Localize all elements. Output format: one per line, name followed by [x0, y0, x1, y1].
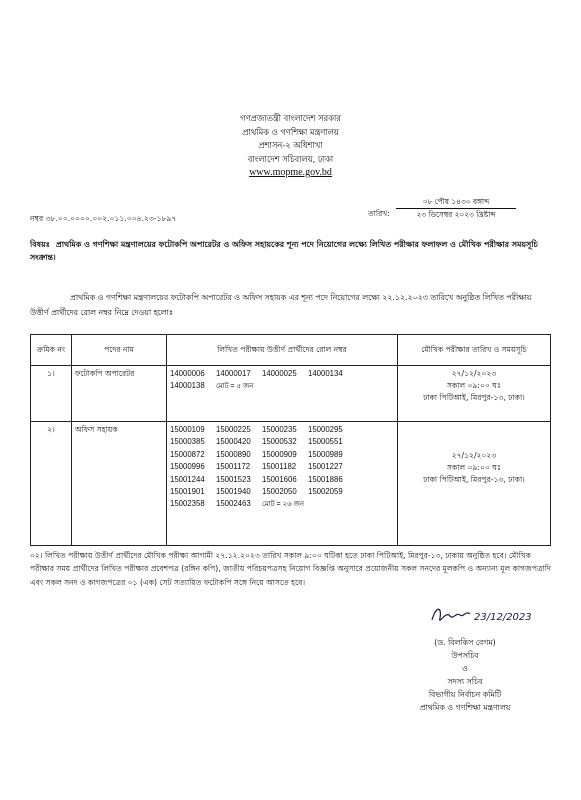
ministry-footer: প্রাথমিক ও গণশিক্ষা মন্ত্রণালয়	[419, 703, 511, 712]
header-post: পদের নাম	[72, 335, 167, 366]
ministry-name: প্রাথমিক ও গণশিক্ষা মন্ত্রণালয়	[242, 126, 339, 137]
roll-number: 15000551	[308, 437, 343, 447]
roll-number: 14000138	[170, 381, 205, 391]
table-row	[31, 366, 551, 422]
schedule-place: ঢাকা পিটিআই, মিরপুর-১৩, ঢাকা।	[423, 474, 525, 484]
table-row	[31, 422, 551, 546]
roll-number: 15000225	[216, 425, 251, 434]
header-rolls: লিখিত পরীক্ষায় উত্তীর্ণ প্রার্থীদের রোল নম্বর	[167, 335, 398, 366]
roll-number: 15000420	[216, 437, 251, 447]
govt-name: গণপ্রজাতন্ত্রী বাংলাদেশ সরকার	[240, 113, 341, 123]
roll-total: মোট = ২৬ জন	[262, 501, 305, 509]
roll-number: 15001523	[216, 474, 251, 484]
roll-number: 15001172	[216, 462, 251, 472]
signatory-block	[350, 636, 580, 714]
roll-number: 15000989	[308, 449, 343, 459]
roll-number: 15001886	[308, 474, 343, 484]
memo-number: নম্বর ৩৮.০০.০০০০.০০২.০১১.০০৪.২৩-১৮৯৭	[30, 214, 177, 223]
table-header-row	[31, 335, 551, 366]
signatory-conjunction: ও	[462, 664, 468, 673]
header-schedule: মৌখিক পরীক্ষার তারিখ ও সময়সূচি	[398, 335, 551, 366]
roll-number: 15000890	[216, 449, 251, 459]
schedule-date: ২৭/১২/২০২৩	[451, 369, 497, 378]
roll-number: 15002358	[170, 499, 205, 509]
roll-number: 15000235	[262, 425, 297, 434]
roll-list	[167, 422, 398, 546]
roll-number: 15001606	[262, 474, 297, 484]
subject-line	[30, 238, 550, 264]
roll-number: 15001244	[170, 474, 205, 484]
roll-number: 15001901	[170, 487, 205, 497]
header-serial: ক্রমিক নং	[31, 335, 72, 366]
row-post: ফটোকপি অপারেটর	[72, 366, 167, 422]
row-schedule	[398, 366, 551, 422]
roll-number: 15002463	[216, 499, 251, 509]
row-schedule	[398, 422, 551, 546]
results-table	[30, 334, 551, 546]
division-name: প্রশাসন-২ অধিশাখা	[258, 140, 323, 150]
schedule-time: সকাল ০৯:০০ ঘঃ	[446, 380, 502, 390]
roll-number: 15000996	[170, 462, 205, 472]
roll-number: 15000385	[170, 437, 205, 447]
roll-number: 14000017	[216, 369, 251, 378]
roll-number: 15000872	[170, 449, 205, 459]
date-gregorian: ২৩ ডিসেম্বর ২০২৩ খ্রিষ্টাব্দ	[396, 208, 516, 221]
roll-number: 14000006	[170, 369, 205, 378]
roll-number: 15000295	[308, 425, 343, 434]
roll-total: মোট = ৫ জন	[216, 383, 254, 391]
committee-name: বিভাগীয় নির্বাচন কমিটি	[428, 690, 502, 699]
date-label: তারিখ:	[368, 209, 390, 218]
roll-number: 15002059	[308, 487, 343, 497]
roll-number: 15001182	[262, 462, 297, 472]
date-block	[396, 196, 516, 221]
date-bangla: ০৮ পৌষ ১৪৩০ বঙ্গাব্দ	[422, 197, 490, 206]
roll-number: 15001940	[216, 487, 251, 497]
row-post: অফিস সহায়ক	[72, 422, 167, 546]
subject-label: বিষয়ঃ	[30, 240, 50, 249]
schedule-date: ২৭/১২/২০২৩	[451, 451, 497, 460]
row-serial: ১।	[31, 366, 72, 422]
schedule-place: ঢাকা পিটিআই, মিরপুর-১৩, ঢাকা।	[423, 392, 525, 402]
subject-text: প্রাথমিক ও গণশিক্ষা মন্ত্রণালয়ের ফটোকপি অপারেটর ও অফিস সহায়কের শূন্য পদে নিয়োগের লক্ষ্যে লিখিত পরীক্ষার ফলাফল ও মৌখিক পরীক্ষার সময়সূচি সংক্রান্ত।	[30, 240, 538, 262]
roll-number: 14000134	[308, 369, 343, 378]
roll-number: 15000109	[170, 425, 205, 434]
office-address: বাংলাদেশ সচিবালয়, ঢাকা	[247, 153, 334, 164]
roll-number: 15000532	[262, 437, 297, 447]
signature-date: 23/12/2023	[474, 612, 532, 623]
roll-number: 15001227	[308, 462, 343, 472]
website-link[interactable]: www.mopme.gov.bd	[249, 167, 332, 178]
roll-number: 15000909	[262, 449, 297, 459]
schedule-time: সকাল ০৯:০০ ঘঃ	[446, 462, 502, 472]
intro-paragraph: প্রাথমিক ও গণশিক্ষা মন্ত্রণালয়ের ফটোকপি অপারেটর ও অফিস সহায়ক এর শূন্য পদে নিয়োগের লক্ষ্যে ২২.১২.২০২৩ তারিখে অনুষ্ঠিত লিখিত পরীক্ষায় উত্তীর্ণ প্রার্থীদের রোল নম্বর নিম্নে দেওয়া হলোঃ	[30, 293, 532, 317]
signatory-title: উপসচিব	[451, 651, 479, 660]
signatory-name: (ড. বিলকিস বেগম)	[434, 638, 496, 647]
row-serial: ২।	[31, 422, 72, 546]
handwritten-signature	[428, 600, 548, 630]
signatory-role: সদস্য সচিব	[447, 677, 483, 686]
roll-number: 15002050	[262, 487, 297, 497]
roll-number: 14000025	[262, 369, 297, 378]
roll-list	[167, 366, 398, 422]
instructions-paragraph: ০২। লিখিত পরীক্ষায় উত্তীর্ণ প্রার্থীদের মৌখিক পরীক্ষা আগামী ২৭.১২.২০২৩ তারিখ সকাল ৯:০০ ঘটিকা হতে ঢাকা পিটিআই, মিরপুর-১৩, ঢাকায় অনুষ্ঠিত হবে। মৌখিক পরীক্ষার সময় প্রার্থীদের লিখিত পরীক্ষার প্রবেশপত্র (রঙ্গিন কপি), জাতীয় পরিচয়পত্রসহ নিয়োগ বিজ্ঞপ্তি অনুসারে প্রয়োজনীয় সকল সনদের মূলকপি ও অন্যান্য মূল কাগজপত্রাদি এবং সকল সনদ ও কাগজপত্রের ০১ (এক) সেট সত্যায়িত ফটোকপি সঙ্গে নিয়ে আসতে হবে।	[30, 551, 551, 587]
letterhead	[0, 112, 581, 180]
